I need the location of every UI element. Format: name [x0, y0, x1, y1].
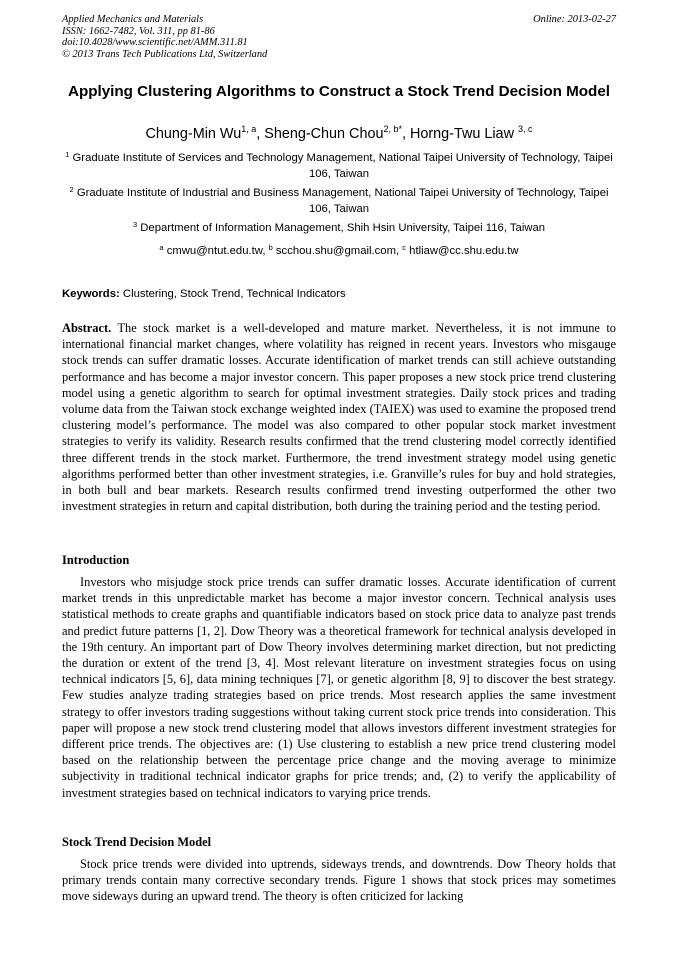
author-separator: ,: [256, 126, 265, 142]
author-name: Chung-Min Wu: [145, 126, 242, 142]
doi-line: doi:10.4028/www.scientific.net/AMM.311.81: [62, 37, 248, 49]
author-list: [62, 124, 616, 144]
email-marker: a: [159, 243, 164, 252]
affiliation-marker: 2: [69, 185, 74, 194]
email-address: scchou.shu@gmail.com,: [275, 245, 403, 257]
affiliation-marker: 1: [65, 150, 70, 159]
email-address: cmwu@ntut.edu.tw,: [166, 245, 269, 257]
affiliation-marker: 3: [132, 220, 138, 229]
copyright-line: © 2013 Trans Tech Publications Ltd, Switzerland: [62, 48, 268, 60]
introduction-heading: Introduction: [62, 553, 130, 567]
journal-name: Applied Mechanics and Materials: [62, 14, 204, 25]
keywords-text: Clustering, Stock Trend, Technical Indicators: [119, 288, 346, 300]
keywords: [62, 286, 616, 302]
abstract-label: Abstract.: [62, 321, 112, 335]
author-affiliation-marker: 2, b*: [383, 124, 402, 134]
affiliation-text: Graduate Institute of Services and Technology Management, National Taipei University of Technology, Taipei 106, Taiwan: [72, 152, 613, 180]
author-affiliation-marker: 1, a: [241, 124, 257, 134]
author-name: Horng-Twu Liaw: [409, 126, 518, 142]
stock-trend-decision-model-paragraph: Stock price trends were divided into uptrends, sideways trends, and downtrends. Dow Theory holds that primary trends contain many corrective secondary trends. Figure 1 shows that stock prices may sometimes move sideways during an upward trend. The theory is often criticized for lacking: [62, 857, 616, 904]
affiliation-text: Department of Information Management, Shih Hsin University, Taipei 116, Taiwan: [140, 222, 546, 234]
email-marker: c: [402, 243, 407, 252]
author-name: Sheng-Chun Chou: [264, 126, 384, 142]
affiliation-2: [62, 185, 616, 217]
stock-trend-decision-model-heading: Stock Trend Decision Model: [62, 835, 212, 849]
author-separator: ,: [401, 126, 410, 142]
author-affiliation-marker: 3, c: [517, 124, 533, 134]
journal-header: [62, 14, 442, 60]
affiliation-1: [62, 150, 616, 182]
introduction-paragraph: Investors who misjudge stock price trends can suffer dramatic losses. Accurate identification of current market trends in this unpredictable market has become a major investor concern. Technical analysis uses statistical methods to create graphs and quantifiable indicators based on stock price data to analyze past trends and predict future patterns [1, 2]. Dow Theory was a theoretical framework for technical analysis developed in the 19th century. An important part of Dow Theory involves determining market direction, but not predicting the duration or extent of the trend [3, 4]. Most relevant literature on investment strategies focus on using technical indicators [5, 6], data mining techniques [7], or genetic algorithm [8, 9] to discover the best strategy. Few studies analyze trading strategies based on price trends. Most research applies the same investment strategy to offer investors trading suggestions without taking current stock price trends into consideration. This paper will propose a new stock trend clustering model that allows investors different investment strategies for different price trends. The objectives are: (1) Use clustering to establish a new price trend clustering model based on the relationship between the percentage price change and the moving average to minimize subjectivity in traditional technical indicator graphs for price trends; and, (2) to verify the applicability of investment strategies based on technical indicators to varying price trends.: [62, 575, 616, 800]
affiliation-text: Graduate Institute of Industrial and Business Management, National Taipei University of Technology, Taipei 106, Taiwan: [76, 187, 609, 215]
keywords-label: Keywords:: [62, 288, 120, 300]
online-date: Online: 2013-02-27: [533, 14, 616, 25]
email-address: htliaw@cc.shu.edu.tw: [409, 245, 519, 257]
paper-title: Applying Clustering Algorithms to Construct a Stock Trend Decision Model: [67, 83, 610, 100]
email-marker: b: [268, 243, 273, 252]
author-emails: [62, 243, 616, 259]
abstract-text: The stock market is a well-developed and mature market. Nevertheless, it is not immune to international financial market changes, where volatility has reigned in recent years. Investors who misgauge stock trends can suffer dramatic losses. Accurate identification of market trends can still achieve outstanding performance and has become a major investor concern. This paper proposes a new stock price trend clustering model using a genetic algorithm to search for optimal investment strategies. Daily stock prices and trading volume data from the Taiwan stock exchange weighted index (TAIEX) was used to examine the proposed trend clustering model’s performance. The model was also compared to other popular stock market investment strategies to verify its validity. Research results confirmed that the trend clustering model correctly identified three different trends in the stock market. Furthermore, the trend investment strategy model using genetic algorithms performed better than other investment strategies, i.e. Granville’s rules for buy and hold strategies, in both bull and bear markets. Research results confirmed trend investing outperformed the other two investment strategies in return and capital distribution, both during the training period and the testing period.: [62, 321, 616, 514]
abstract: [62, 320, 616, 514]
affiliation-3: [62, 220, 616, 236]
issn-line: ISSN: 1662-7482, Vol. 311, pp 81-86: [62, 25, 215, 37]
